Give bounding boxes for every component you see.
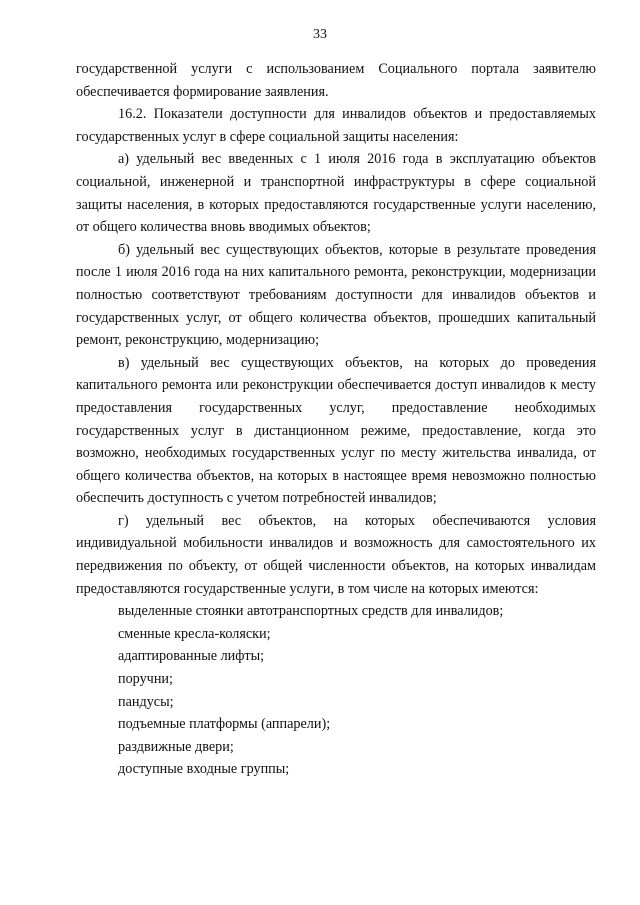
list-item: выделенные стоянки автотранспортных средств для инвалидов;: [118, 603, 504, 620]
document-body: [76, 58, 596, 781]
list-item: доступные входные группы;: [118, 761, 290, 778]
list-item: адаптированные лифты;: [118, 648, 265, 665]
page-number: 33: [313, 27, 327, 42]
list-item: подъемные платформы (аппарели);: [118, 716, 331, 733]
list-item: пандусы;: [118, 693, 174, 710]
list-item: сменные кресла-коляски;: [118, 625, 271, 642]
continuation-paragraph: государственной услуги с использованием Социального портала заявителю обеспечивается формирование заявления.: [76, 61, 596, 100]
paragraph-v: в) удельный вес существующих объектов, на которых до проведения капитального ремонта или реконструкции обеспечивается доступ инвалидов к месту предоставления государственных услуг, предоставление необходимых государственных услуг в дистанционном режиме, предоставление, когда это возможно, необходимых государственных услуг по месту жительства инвалида, от общего количества объектов, на которых в настоящее время невозможно полностью обеспечить доступность с учетом потребностей инвалидов;: [76, 354, 596, 507]
paragraph-b: б) удельный вес существующих объектов, которые в результате проведения после 1 июля 2016 года на них капитального ремонта, реконструкции, модернизации полностью соответствуют требованиям доступности для инвалидов объектов и государственных услуг, от общего количества объектов, прошедших капитальный ремонт, реконструкцию, модернизацию;: [76, 241, 596, 349]
paragraph-g: г) удельный вес объектов, на которых обеспечиваются условия индивидуальной мобильности инвалидов и возможность для самостоятельного их передвижения по объекту, от общей численности объектов, на которых инвалидам предоставляются государственные услуги, в том числе на которых имеются:: [76, 512, 596, 597]
paragraph-16-2: 16.2. Показатели доступности для инвалидов объектов и предоставляемых государственных услуг в сфере социальной защиты населения:: [76, 106, 596, 145]
list-item: поручни;: [118, 671, 173, 688]
paragraph-a: а) удельный вес введенных с 1 июля 2016 года в эксплуатацию объектов социальной, инженерной и транспортной инфраструктуры в сфере социальной защиты населения, в которых предоставляются государственные услуги населению, от общего количества вновь вводимых объектов;: [76, 151, 596, 236]
list-item: раздвижные двери;: [118, 738, 234, 755]
